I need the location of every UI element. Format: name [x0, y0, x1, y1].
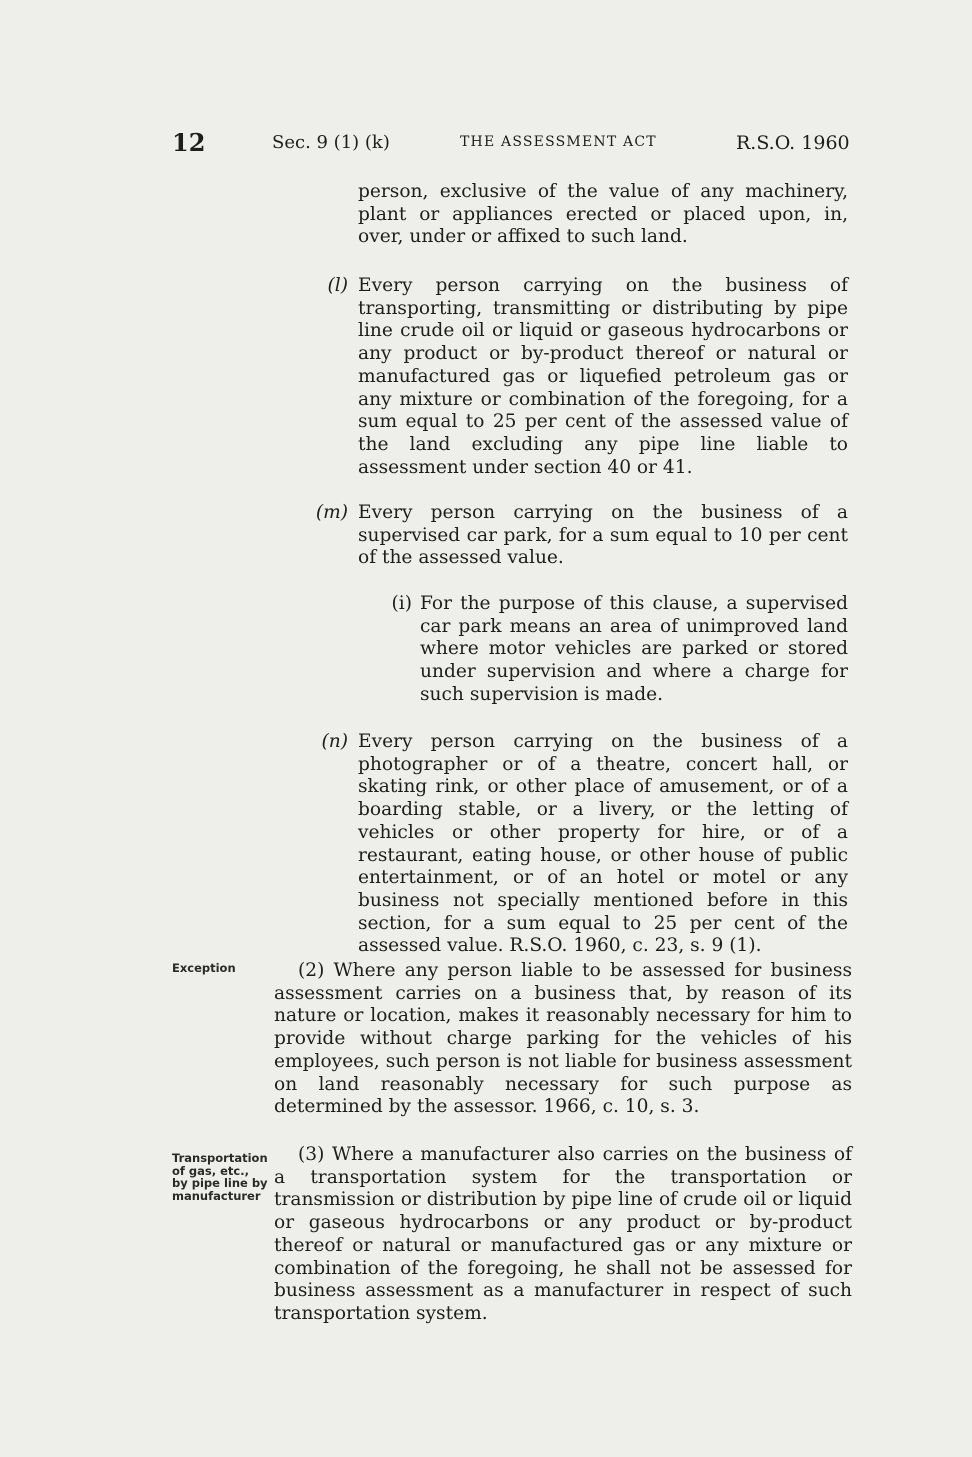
subsection-2-number: (2): [298, 960, 325, 981]
clause-k-continuation: [358, 181, 848, 249]
clause-m-text: Every person carrying on the business of a supervised car park, for a sum equal to 10 per cent of the assessed value.: [358, 502, 848, 569]
subsection-3-number: (3): [298, 1144, 325, 1165]
clause-m-label: (m): [315, 502, 348, 523]
marginal-note-exception: Exception: [172, 961, 236, 975]
clause-l-text: Every person carrying on the business of transporting, transmitting or distributing by pipe line crude oil or liquid or gaseous hydrocarbons or any product or by-product thereof or natural or manufactured gas or liquefied petroleum gas or any mixture or combination of the foregoing, for a sum equal to 25 per cent of the assessed value of the land excluding any pipe line liable to assessment under section 40 or 41.: [358, 275, 848, 478]
clause-n: [321, 731, 848, 958]
subclause-i-text: For the purpose of this clause, a supervised car park means an area of unimproved land where motor vehicles are parked or stored under supervision and where a charge for such supervision is made.: [420, 593, 848, 705]
clause-n-label: (n): [321, 731, 348, 752]
page-number: 12: [172, 128, 206, 157]
clause-l-label: (l): [327, 275, 348, 296]
subsection-3: [274, 1144, 852, 1326]
subsection-2: [274, 960, 852, 1119]
edition-label: R.S.O. 1960: [736, 132, 850, 154]
clause-k-text: person, exclusive of the value of any machinery, plant or appliances erected or placed upon, in, over, under or affixed to such land.: [358, 181, 848, 248]
subsection-3-text: Where a manufacturer also carries on the business of a transportation system for the transportation or transmission or distribution by pipe line of crude oil or liquid or gaseous hydrocarbons or any product or by-product thereof or natural or manufactured gas or any mixture or combination of the foregoing, he shall not be assessed for business assessment as a manufacturer in respect of such transportation system.: [274, 1144, 852, 1324]
clause-m: [315, 502, 848, 570]
subclause-i-label: (i): [391, 593, 412, 614]
section-reference: Sec. 9 (1) (k): [272, 132, 390, 153]
marginal-note-transportation: Transportation of gas, etc., by pipe line by manufacturer: [172, 1151, 268, 1203]
clause-l: [327, 275, 848, 479]
clause-n-text: Every person carrying on the business of a photographer or of a theatre, concert hall, or skating rink, or other place of amusement, or of a boarding stable, or a livery, or the letting of vehicles or other property for hire, or of a restaurant, eating house, or other house of public entertainment, or of an hotel or motel or any business not specially mentioned before in this section, for a sum equal to 25 per cent of the assessed value. R.S.O. 1960, c. 23, s. 9 (1).: [358, 731, 848, 957]
subclause-i: [391, 593, 848, 707]
running-header: [0, 128, 972, 158]
subsection-2-text: Where any person liable to be assessed for business assessment carries on a business that, by reason of its nature or location, makes it reasonably necessary for him to provide without charge parking for the vehicles of his employees, such person is not liable for business assessment on land reasonably necessary for such purpose as determined by the assessor. 1966, c. 10, s. 3.: [274, 960, 852, 1118]
running-title: THE ASSESSMENT ACT: [460, 134, 657, 150]
